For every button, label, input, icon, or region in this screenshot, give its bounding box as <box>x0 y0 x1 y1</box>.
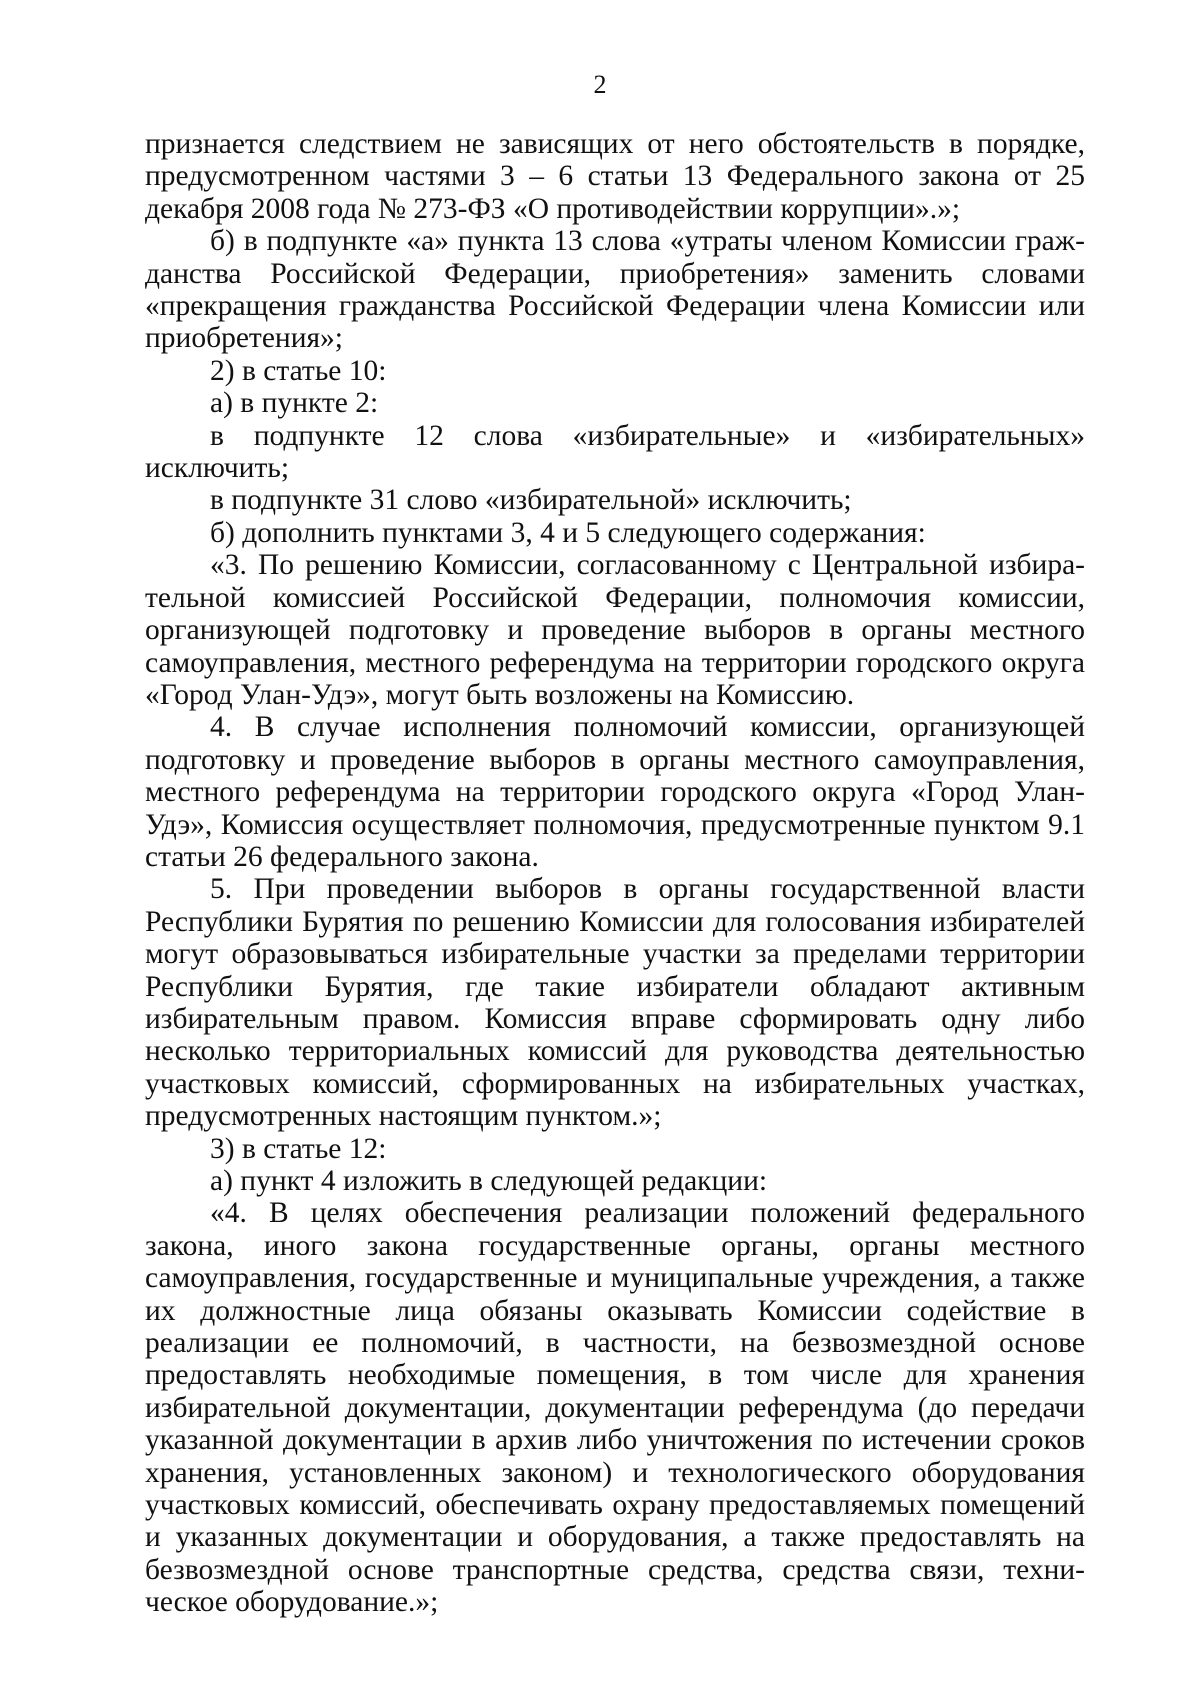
document-body <box>145 128 1085 1619</box>
paragraph-12: а) пункт 4 изложить в следующей редакции: <box>210 1165 768 1197</box>
paragraph-11: 3) в статье 12: <box>210 1132 387 1165</box>
paragraph-2: б) в подпункте «а» пункта 13 слова «утраты членом Комиссии гражданства Российской Федерации, приобретения» заменить словами «прекращения гражданства Российской Федерации члена Комиссии или приобретения»; <box>145 225 1085 355</box>
paragraph-9: 4. В случае исполнения полномочий комиссии, организующей подготовку и проведение выборов в органы местного самоуправления, местного референдума на территории городского округа «Город Улан-Удэ», Комиссия осуществляет полномочия, предусмотренные пунктом 9.1 статьи 26 федерального закона. <box>145 711 1085 873</box>
paragraph-4: а) в пункте 2: <box>210 387 379 420</box>
paragraph-3: 2) в статье 10: <box>210 354 387 387</box>
paragraph-13: «4. В целях обеспечения реализации положений федерального закона, иного закона государственные органы, органы местного самоуправления, государственные и муниципальные учреждения, а также их должностные лица обязаны оказывать Комиссии содействие в реализации ее полномочий, в частности, на безвозмездной основе предоставлять необходимые помещения, в том числе для хранения избирательной документации, документации референдума (до передачи указанной документации в архив либо уничтожения по истечении сроков хранения, установленных законом) и технологического оборудования участковых комиссий, обеспечивать охрану предоставляемых помещений и указанных документации и оборудования, а также предоставлять на безвозмездной основе транспортные средства, средства связи, техническое оборудование.»; <box>145 1197 1085 1619</box>
page-number: 2 <box>593 70 607 99</box>
paragraph-5: в подпункте 12 слова «избирательные» и «избирательных» исключить; <box>145 419 1085 485</box>
paragraph-1: признается следствием не зависящих от него обстоятельств в порядке, предусмотренном частями 3 – 6 статьи 13 Федерального закона от 25 декабря 2008 года № 273-ФЗ «О противодействии коррупции».»; <box>145 128 1085 225</box>
paragraph-10: 5. При проведении выборов в органы государственной власти Республики Бурятия по решению Комиссии для голосования избирателей могут образовываться избирательные участки за пределами территории Республики Бурятия, где такие избиратели обладают активным избирательным правом. Комиссия вправе сформировать одну либо несколько территориальных комиссий для руководства деятельностью участковых комиссий, сформированных на избирательных участках, предусмотренных настоящим пунктом.»; <box>145 873 1085 1133</box>
paragraph-7: б) дополнить пунктами 3, 4 и 5 следующего содержания: <box>210 516 926 549</box>
paragraph-6: в подпункте 31 слово «избирательной» исключить; <box>210 484 852 517</box>
paragraph-8: «3. По решению Комиссии, согласованному с Центральной избирательной комиссией Российской Федерации, полномочия комиссии, организующей подготовку и проведение выборов в органы местного самоуправления, местного референдума на территории городского округа «Город Улан-Удэ», могут быть возложены на Комиссию. <box>145 549 1085 711</box>
